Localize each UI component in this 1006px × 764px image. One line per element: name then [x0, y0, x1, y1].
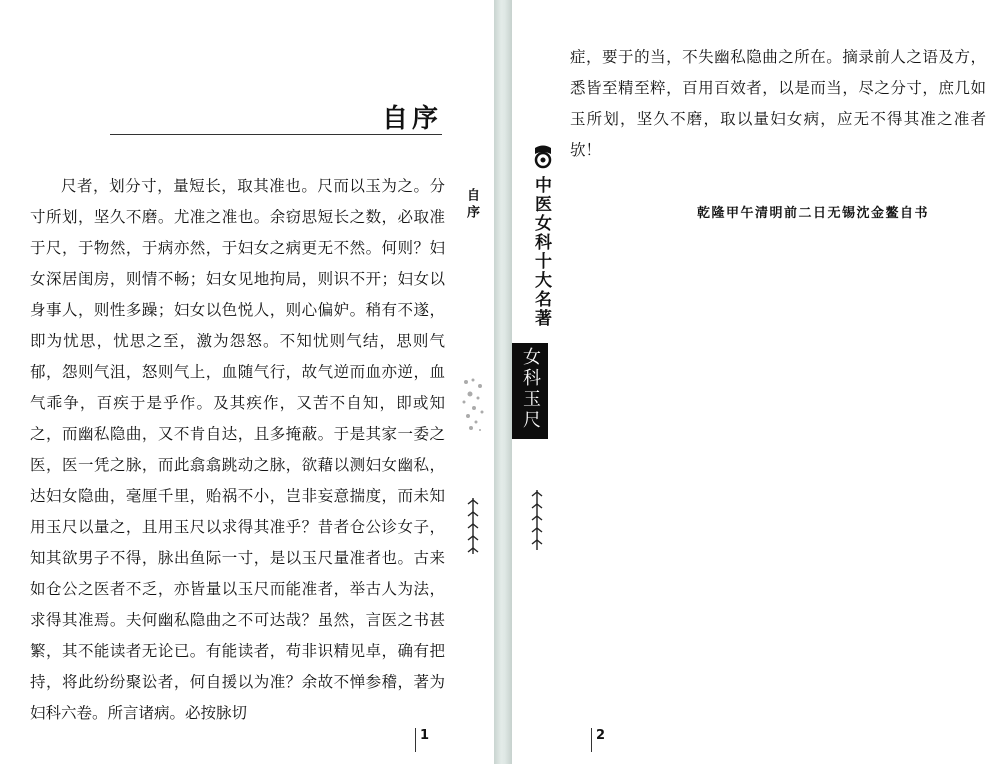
series-title: 中医女科十大名著 [531, 176, 551, 328]
body-text [30, 171, 445, 729]
page-title: 自序 [381, 104, 442, 134]
page-number: 2 [596, 728, 606, 743]
book-title: 女科玉尺 [520, 347, 541, 431]
page-number: 1 [420, 728, 430, 743]
right-page [512, 0, 1006, 764]
page-number-bar [591, 728, 592, 752]
signature-line: 乾隆甲午清明前二日无锡沈金鳌自书 [697, 206, 930, 221]
running-head: 自序 [464, 188, 479, 222]
page-number-bar [415, 728, 416, 752]
body-paragraph: 尺者，划分寸，量短长，取其准也。尺而以玉为之。分寸所划，坚久不磨。尤准之准也。余窃思短长之数，必取准于尺，于物然，于病亦然，于妇女之病更无不然。何则？妇女深居闺房，则情不畅；妇女见地拘局，则识不开；妇女以身事人，则性多躁；妇女以色悦人，则心偏妒。稍有不遂，即为忧思，忧思之至，激为怨怒。不知忧则气结，思则气郁，怨则气沮，怒则气上，血随气行，故气逆而血亦逆，血气乖争，百疾于是乎作。及其疾作，又苦不自知，即或知之，而幽私隐曲，又不肯自达，且多掩蔽。于是其家一委之医，医一凭之脉，而此翕翕跳动之脉，欲藉以测妇女幽私，达妇女隐曲，毫厘千里，贻祸不小，岂非妄意揣度，而未知用玉尺以量之，且用玉尺以求得其准乎？昔者仓公诊女子，知其欲男子不得，脉出鱼际一寸，是以玉尺量准者也。古来如仓公之医者不乏，亦皆量以玉尺而能准者，举古人为法，求得其准焉。夫何幽私隐曲之不可达哉？虽然，言医之书甚繁，其不能读者无论已。有能读者，苟非识精见卓，确有把持，将此纷纷聚讼者，何自援以为准？余故不惮参稽，著为妇科六卷。所言诸病。必按脉切 [30, 177, 445, 722]
book-gutter [494, 0, 512, 764]
ornament-icon [528, 490, 546, 550]
body-text [570, 42, 986, 166]
body-paragraph: 症，要于的当，不失幽私隐曲之所在。摘录前人之语及方，悉皆至精至粹，百用百效者，以是而当，尽之分寸，庶几如玉所划，坚久不磨，取以量妇女病，应无不得其准之准者欤！ [570, 48, 986, 159]
book-emblem-icon [532, 144, 554, 170]
decorative-stamp-icon [458, 372, 488, 436]
book-title-tab [512, 343, 548, 439]
title-underline [110, 134, 442, 135]
ornament-icon [464, 498, 482, 554]
left-page [0, 0, 494, 764]
